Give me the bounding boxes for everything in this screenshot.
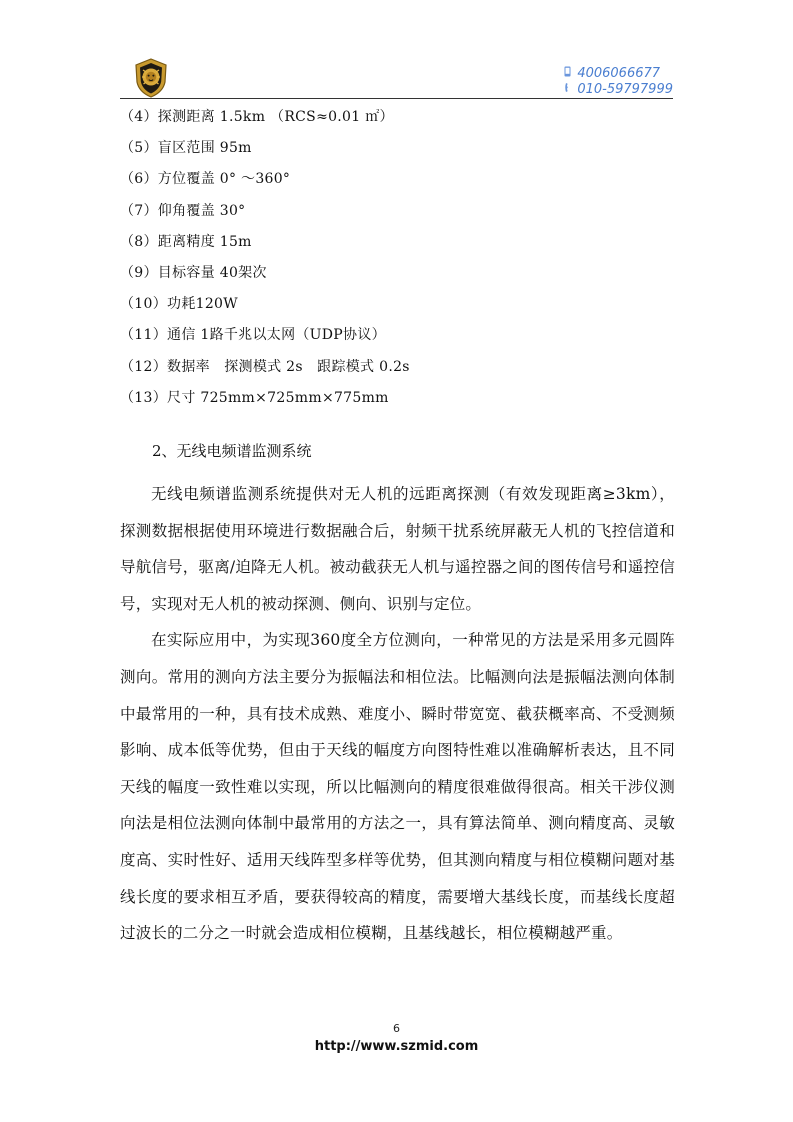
header-contact	[564, 66, 673, 98]
spec-item: （6）方位覆盖 0° ～360°	[120, 171, 291, 188]
spec-item: （8）距离精度 15m	[120, 233, 252, 250]
spec-item: （12）数据率 探测模式 2s 跟踪模式 0.2s	[120, 358, 410, 375]
spec-item: （9）目标容量 40架次	[120, 264, 267, 281]
section-heading: 2、无线电频谱监测系统	[152, 442, 312, 460]
tel-number: 010-59797999	[577, 82, 673, 97]
footer-url[interactable]: http://www.szmid.com	[314, 1039, 479, 1054]
spec-item: （11）通信 1路千兆以太网（UDP协议）	[120, 327, 386, 344]
phone-row	[564, 66, 673, 82]
paragraph: 无线电频谱监测系统提供对无人机的远距离探测（有效发现距离≥3km），探测数据根据使用环境进行数据融合后，射频干扰系统屏蔽无人机的飞控信道和导航信号，驱离/迫降无人机。被动截获无人机与遥控器之间的图传信号和遥控信号，实现对无人机的被动探测、侧向、识别与定位。	[120, 485, 675, 613]
phone-number: 4006066677	[577, 66, 661, 81]
page-number: 6	[393, 1022, 400, 1035]
mobile-phone-icon	[564, 66, 574, 82]
spec-item: （5）盲区范围 95m	[120, 140, 252, 157]
spec-item: （10）功耗120W	[120, 296, 238, 313]
spec-item: （7）仰角覆盖 30°	[120, 202, 246, 219]
spec-item: （4）探测距离 1.5km （RCS≈0.01 ㎡）	[120, 109, 394, 125]
telephone-handset-icon	[564, 82, 574, 98]
body-text	[120, 476, 675, 952]
spec-item: （13）尺寸 725mm×725mm×775mm	[120, 389, 389, 406]
paragraph: 在实际应用中，为实现360度全方位测向，一种常见的方法是采用多元圆阵测向。常用的测向方法主要分为振幅法和相位法。比幅测向法是振幅法测向体制中最常用的一种，具有技术成熟、难度小、瞬时带宽宽、截获概率高、不受测频影响、成本低等优势，但由于天线的幅度方向图特性难以准确解析表达，且不同天线的幅度一致性难以实现，所以比幅测向的精度很难做得很高。相关干涉仪测向法是相位法测向体制中最常用的方法之一，具有算法简单、测向精度高、灵敏度高、实时性好、适用天线阵型多样等优势，但其测向精度与相位模糊问题对基线长度的要求相互矛盾，要获得较高的精度，需要增大基线长度，而基线长度超过波长的二分之一时就会造成相位模糊，且基线越长，相位模糊越严重。	[120, 631, 675, 943]
header-divider	[120, 98, 673, 99]
tel-row	[564, 82, 673, 98]
lion-shield-logo-icon	[134, 58, 168, 98]
spec-list	[120, 102, 673, 414]
